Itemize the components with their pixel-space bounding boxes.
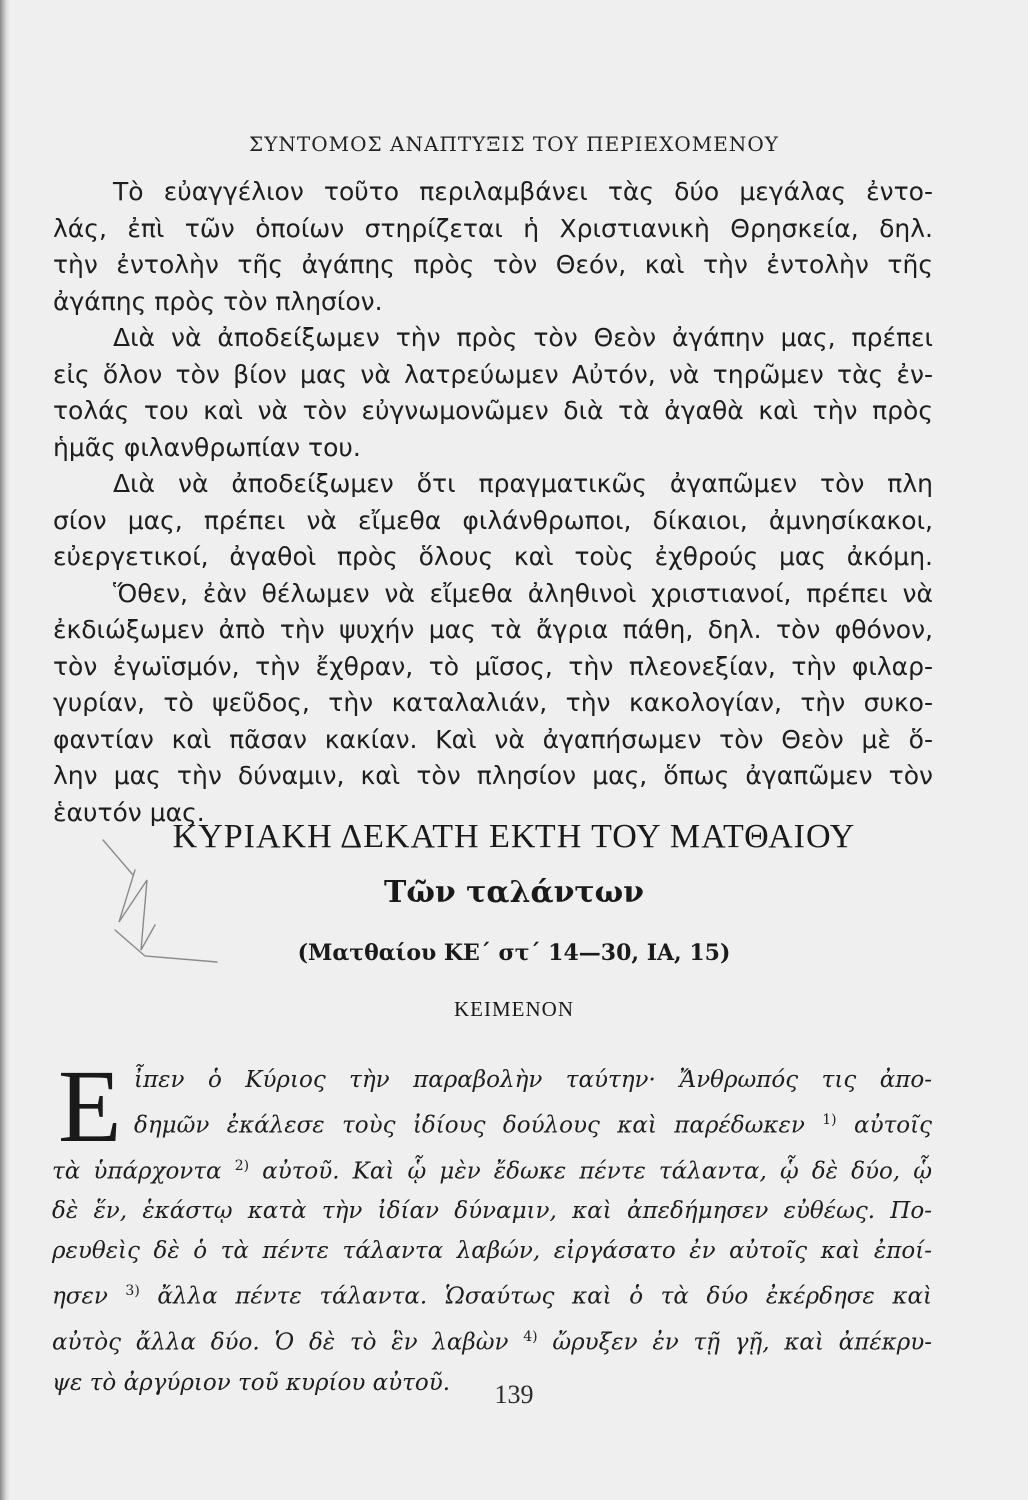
- page-binding-edge: [0, 0, 10, 1500]
- summary-line: ἐκδιώξωμεν ἀπὸ τὴν ψυχήν μας τὰ ἄγρια πάθη, δηλ. τὸν φθόνον,: [53, 615, 933, 644]
- summary-line: Ὅθεν, ἐὰν θέλωμεν νὰ εἴμεθα ἀληθινοὶ χριστιανοί, πρέπει νὰ: [113, 578, 933, 608]
- footnote-marker: 3): [125, 1283, 140, 1300]
- summary-line: ἀγάπης πρὸς τὸν πλησίον.: [53, 286, 383, 316]
- gospel-line: [52, 1060, 932, 1100]
- gospel-line-text: ησεν: [52, 1283, 108, 1310]
- text-label: ΚΕΙΜΕΝΟΝ: [454, 997, 574, 1021]
- gospel-line-text: ψε τὸ ἀργύριον τοῦ κυρίου αὐτοῦ.: [52, 1369, 451, 1396]
- gospel-line-text: ρευθεὶς δὲ ὁ τὰ πέντε τάλαντα λαβών, εἰργάσατο ἐν αὐτοῖς καὶ ἐποί-: [52, 1238, 932, 1265]
- footnote-marker: 4): [523, 1328, 538, 1345]
- gospel-line-tail: αὐτοῖς: [836, 1112, 933, 1139]
- summary-line: τολάς του καὶ νὰ τὸν εὐγνωμονῶμεν διὰ τὰ ἀγαθὰ καὶ τὴν πρὸς: [53, 396, 933, 425]
- summary-text: [53, 174, 933, 831]
- summary-line: Διὰ νὰ ἀποδείξωμεν τὴν πρὸς τὸν Θεὸν ἀγάπην μας, πρέπει: [113, 323, 933, 352]
- gospel-line: [52, 1191, 932, 1231]
- summary-line: ἡμᾶς φιλανθρωπίαν του.: [53, 432, 361, 462]
- gospel-line: [52, 1231, 932, 1271]
- summary-line: φαντίαν καὶ πᾶσαν κακίαν. Καὶ νὰ ἀγαπήσωμεν τὸν Θεὸν μὲ ὅ-: [53, 724, 933, 754]
- gospel-line-text: δὲ ἕν, ἑκάστῳ κατὰ τὴν ἰδίαν δύναμιν, καὶ ἀπεδήμησεν εὐθέως. Πο-: [52, 1198, 932, 1225]
- summary-line: σίον μας, πρέπει νὰ εἴμεθα φιλάνθρωποι, δίκαιοι, ἀμνησίκακοι,: [53, 505, 933, 535]
- summary-line: λάς, ἐπὶ τῶν ὁποίων στηρίζεται ἡ Χριστιανικὴ Θρησκεία, δηλ.: [53, 213, 933, 243]
- summary-line: ἑαυτόν μας.: [53, 797, 205, 827]
- gospel-line-text: δημῶν ἐκάλεσε τοὺς ἰδίους δούλους καὶ παρέδωκεν: [134, 1112, 805, 1139]
- running-head: ΣΥΝΤΟΜΟΣ ΑΝΑΠΤΥΞΙΣ ΤΟΥ ΠΕΡΙΕΧΟΜΕΝΟΥ: [249, 132, 779, 156]
- gospel-line: [52, 1271, 932, 1317]
- gospel-line-text: αὐτὸς ἄλλα δύο. Ὁ δὲ τὸ ἓν λαβὼν: [52, 1329, 509, 1356]
- scripture-reference: (Ματθαίου ΚΕ΄ στ΄ 14—30, ΙΑ, 15): [297, 940, 731, 966]
- drop-cap: Ε: [58, 1049, 122, 1164]
- gospel-line-text: ἶπεν ὁ Κύριος τὴν παραβολὴν ταύτην· Ἄνθρωπός τις ἀπο-: [134, 1067, 932, 1093]
- section-title: ΚΥΡΙΑΚΗ ΔΕΚΑΤΗ ΕΚΤΗ ΤΟΥ ΜΑΤΘΑΙΟΥ: [172, 818, 856, 855]
- summary-line: γυρίαν, τὸ ψεῦδος, τὴν καταλαλιάν, τὴν κακολογίαν, τὴν συκο-: [53, 688, 933, 717]
- gospel-line: [52, 1100, 932, 1146]
- gospel-line-text: τὰ ὑπάρχοντα: [52, 1158, 222, 1185]
- gospel-line-tail: αὐτοῦ. Καὶ ᾧ μὲν ἔδωκε πέντε τάλαντα, ᾧ δὲ δύο, ᾧ: [249, 1158, 932, 1185]
- summary-line: εὐεργετικοί, ἀγαθοὶ πρὸς ὅλους καὶ τοὺς ἐχθρούς μας ἀκόμη.: [53, 542, 933, 571]
- page-number: 139: [494, 1380, 534, 1409]
- summary-line: τὴν ἐντολὴν τῆς ἀγάπης πρὸς τὸν Θεόν, καὶ τὴν ἐντολὴν τῆς: [53, 250, 933, 279]
- summary-line: εἰς ὅλον τὸν βίον μας νὰ λατρεύωμεν Αὐτόν, νὰ τηρῶμεν τὰς ἐν-: [53, 359, 933, 389]
- footnote-marker: 1): [822, 1112, 837, 1128]
- summary-line: Τὸ εὐαγγέλιον τοῦτο περιλαμβάνει τὰς δύο μεγάλας ἐντο-: [113, 177, 933, 206]
- summary-line: Διὰ νὰ ἀποδείξωμεν ὅτι πραγματικῶς ἀγαπῶμεν τὸν πλη: [113, 469, 933, 498]
- gospel-line: [52, 1146, 932, 1192]
- summary-line: λην μας τὴν δύναμιν, καὶ τὸν πλησίον μας, ὅπως ἀγαπῶμεν τὸν: [53, 761, 933, 790]
- gospel-line: [52, 1317, 932, 1363]
- section-subtitle: Τῶν ταλάντων: [384, 875, 644, 910]
- gospel-line-tail: ὤρυξεν ἐν τῇ γῇ, καὶ ἀπέκρυ-: [537, 1329, 933, 1356]
- summary-line: τὸν ἐγωϊσμόν, τὴν ἔχθραν, τὸ μῖσος, τὴν πλεονεξίαν, τὴν φιλαρ-: [53, 651, 933, 681]
- gospel-text: [52, 1060, 932, 1403]
- gospel-line-tail: ἄλλα πέντε τάλαντα. Ὡσαύτως καὶ ὁ τὰ δύο ἐκέρδησε καὶ: [139, 1283, 933, 1310]
- footnote-marker: 2): [234, 1157, 250, 1174]
